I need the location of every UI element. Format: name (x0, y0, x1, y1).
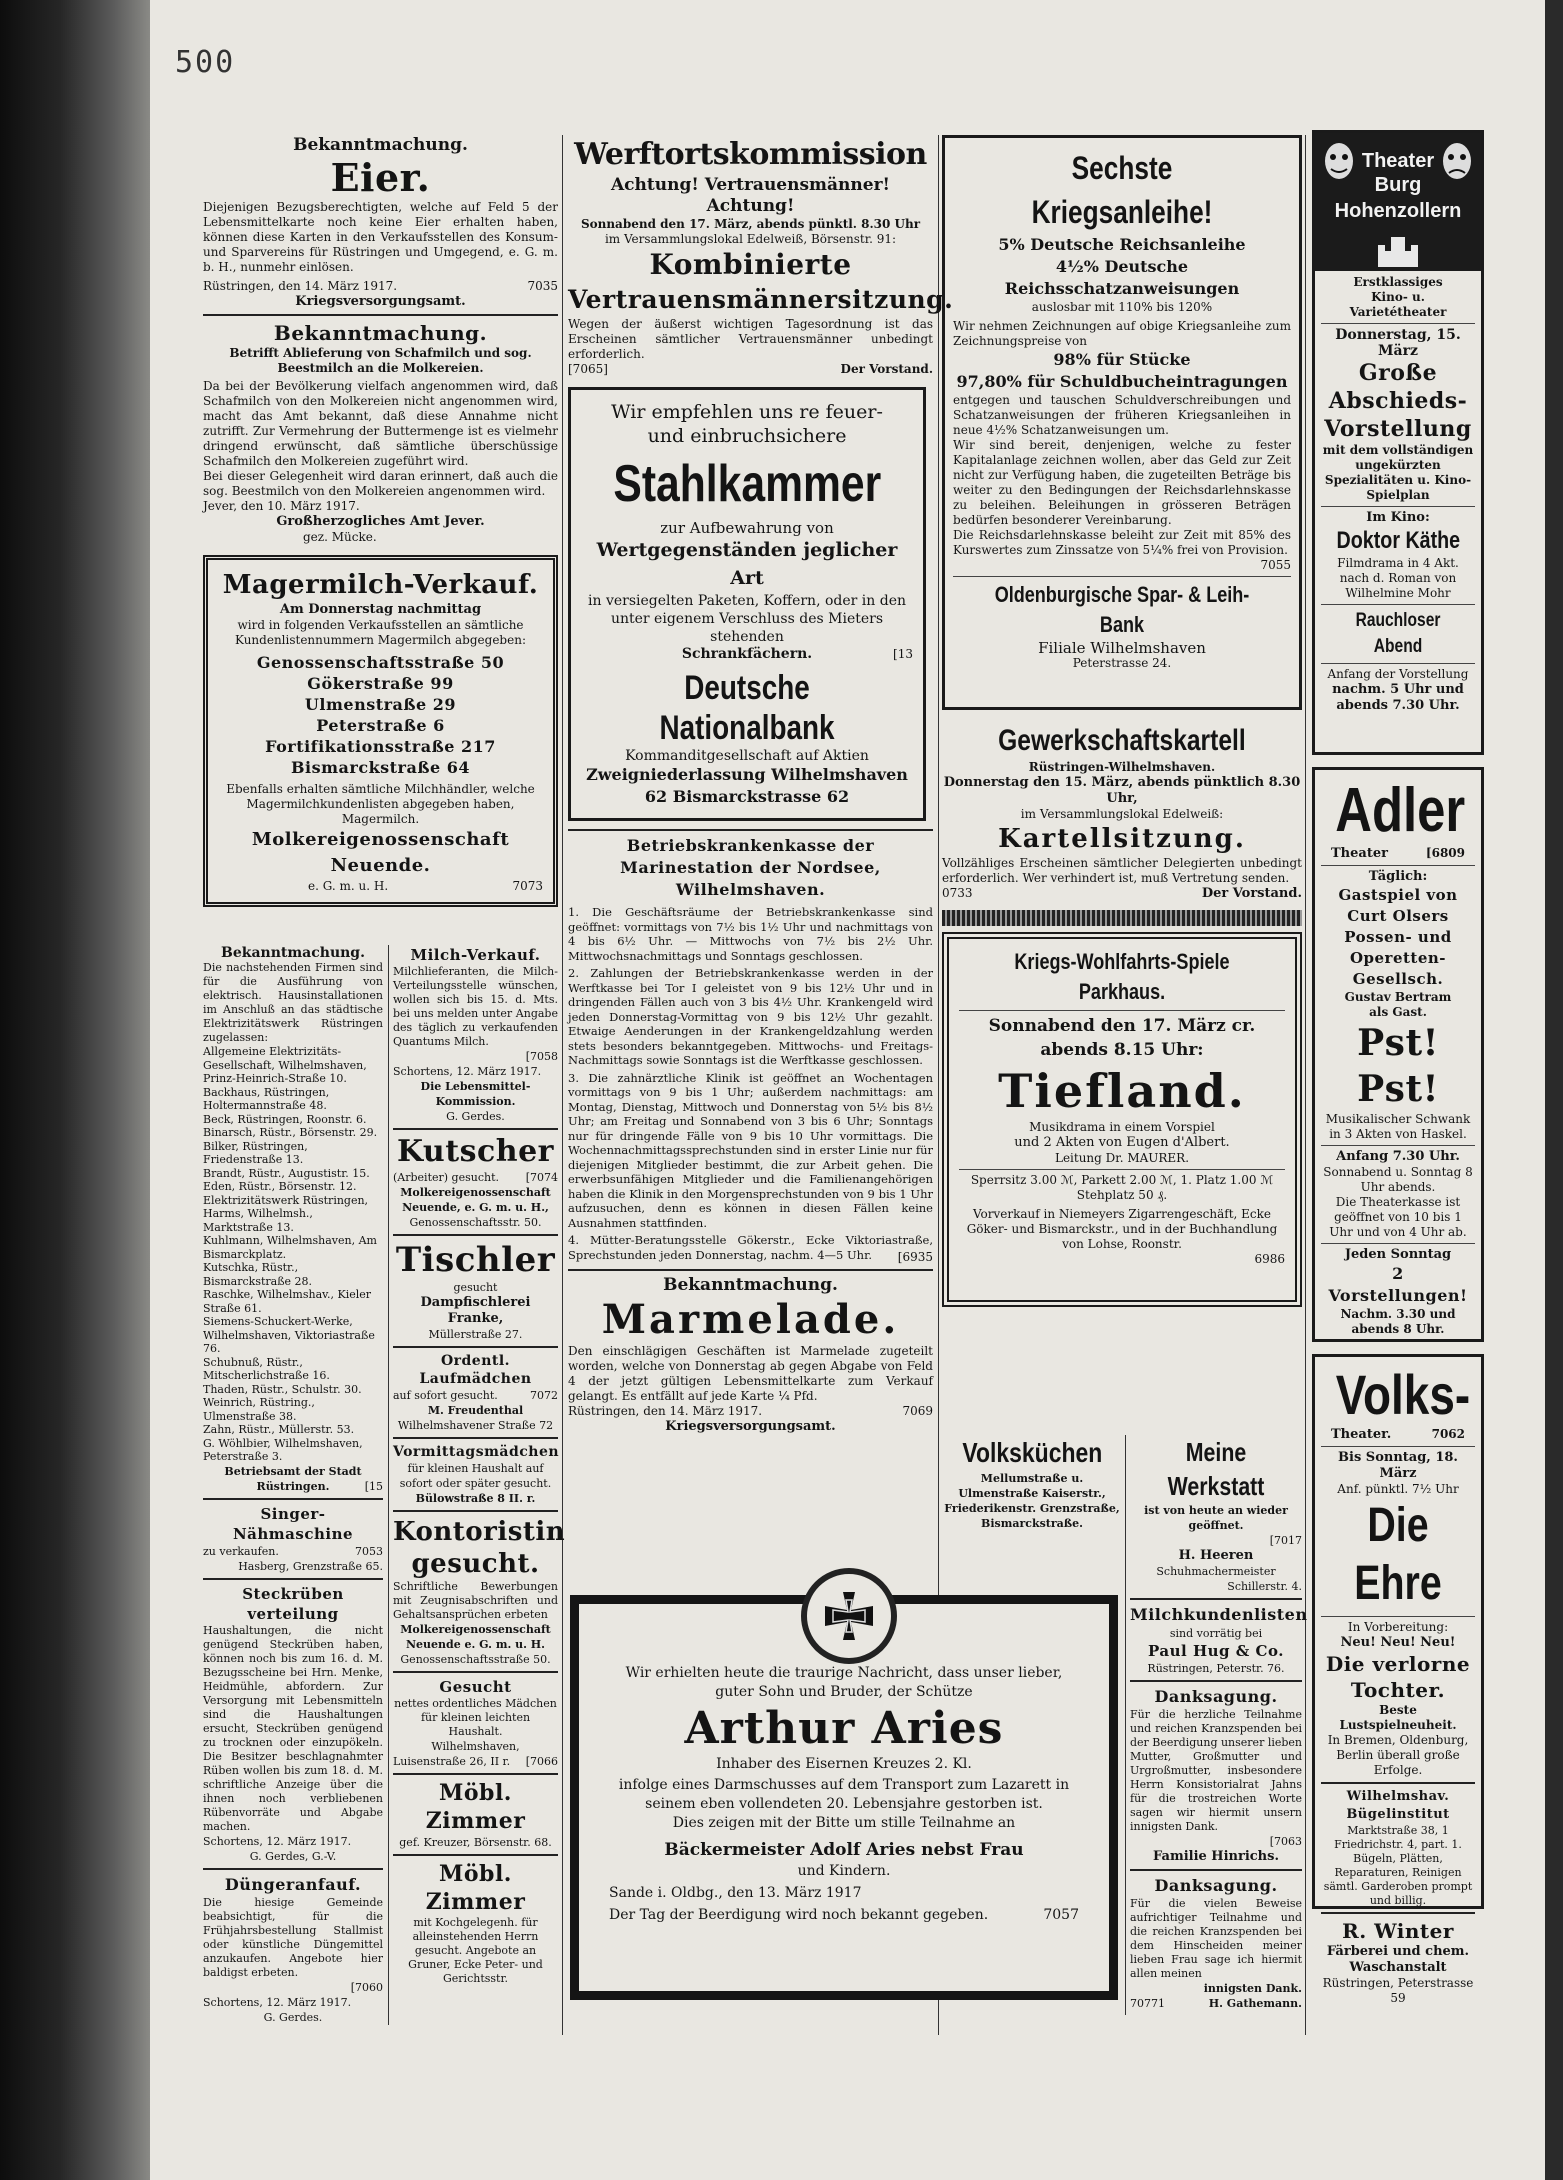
firm-item: Beck, Rüstringen, Roonstr. 6. (203, 1112, 367, 1126)
ad-line: Musikdrama in einem Vorspiel (1029, 1120, 1215, 1134)
notice-heading: Bekanntmachung. (221, 945, 365, 961)
volkskuechen-ad (942, 1435, 1122, 1531)
ad-address: Schillerstr. 4. (1227, 1580, 1302, 1593)
ad-title: Gesucht (439, 1678, 512, 1696)
bank-name: Oldenburgische Spar- & Leih-Bank (994, 582, 1250, 637)
firm-item: Kuhlmann, Wilhelmshaven, Am Bismarckplatz. (203, 1234, 377, 1261)
notice-body2: Bei dieser Gelegenheit wird daran erinnert, daß auch die sog. Beestmilch von den Molkereien angenommen wird. (203, 469, 558, 498)
column-rule (388, 945, 389, 2025)
street-item: Genossenschaftsstraße 50 (256, 653, 505, 672)
mask-icon (1319, 139, 1359, 199)
notice-code: [7060 (350, 1980, 383, 1994)
ad-title: Sechste Kriegsanleihe! (1031, 150, 1213, 230)
price-stuecke: 98% für Stücke (1053, 350, 1191, 369)
firm-item: Raschke, Wilhelmshav., Kieler Straße 61. (203, 1288, 372, 1315)
ad-line: und einbruchsichere (647, 425, 847, 447)
nationalbank-ad (568, 387, 926, 821)
ad-line: Jeden Sonntag (1344, 1247, 1452, 1262)
notice-date: Schortens, 12. März 1917. (203, 1995, 352, 2009)
theater-name: Theater Burg Hohenzollern (1334, 150, 1462, 222)
ad-signer: H. Gathemann. (1208, 1997, 1302, 2010)
ad-name: M. Freudenthal (427, 1404, 524, 1417)
kriegsanleihe-ad (942, 135, 1302, 710)
ad-title: Ordentl. Laufmädchen (419, 1353, 532, 1387)
ad-name: Paul Hug & Co. (1148, 1642, 1284, 1660)
ad-address: Genossenschaftsstraße 50. (400, 1653, 551, 1666)
ad-when: Bis Sonntag, 18. März (1338, 1450, 1458, 1481)
obituary-line: Inhaber des Eisernen Kreuzes 2. Kl. (716, 1756, 972, 1772)
ad-address: Rüstringen, Peterstr. 76. (1147, 1662, 1285, 1675)
obituary-code: 7057 (1043, 1907, 1079, 1923)
ad-line: Wir nehmen Zeichnungen auf obige Kriegsanleihe zum Zeichnungspreise von (953, 319, 1291, 348)
ad-code: [7074 (525, 1171, 558, 1184)
deceased-name: Arthur Aries (684, 1703, 1004, 1754)
book-spine (0, 0, 150, 2180)
ad-code: 7062 (1431, 1427, 1465, 1441)
ad-code: 7053 (355, 1544, 383, 1558)
notice-signer: Großherzogliches Amt Jever. (276, 514, 485, 529)
column-1-lower-right (393, 945, 566, 1986)
ad-line: Die Reichsdarlehnskasse beleiht zur Zeit mit 85% des Kurswertes zum Zinssatze von 5¼% frei von Provision. (953, 528, 1291, 557)
ad-place: Wilhelmshaven, (431, 1740, 520, 1753)
ad-line: In Vorbereitung: (1347, 1620, 1449, 1634)
ad-code: 70771 (1130, 1997, 1165, 2010)
notice-body: Haushaltungen, die nicht genügend Steckrüben haben, können noch bis zum 16. d. M. Bezugsscheine bei Hrn. Menke, Heidmühle, abfordern. Zur Versorgung mit Lebensmitteln sind die Haushaltungen ersucht, Steckrüben genügend zu trocknen oder einzupökeln. Die Besitzer beschlagnahmter Rüben wollen bis zum 18. d. M. schriftliche Anzeige über die ihnen noch verbliebenen Rübenvorräte und Abgabe machen. (203, 1623, 383, 1833)
ad-body: Vollzähliges Erscheinen sämtlicher Delegierten unbedingt erforderlich. Wer verhindert ist, muß Vertretung senden. (942, 856, 1302, 885)
street-item: Gökerstraße 99 (307, 674, 454, 693)
ad-body: für kleinen Haushalt auf sofort oder später gesucht. (399, 1462, 552, 1490)
ad-line: Rauchloser Abend (1355, 610, 1441, 657)
show-title: Die Ehre (1354, 1499, 1442, 1610)
ad-sub: Theater (1331, 846, 1388, 861)
ad-code: [6809 (1425, 846, 1465, 860)
notice-body: Den einschlägigen Geschäften ist Marmelade zugeteilt worden, welche von Donnerstag ab gegen Abgabe von Feld 4 der jetzt gültigen Lebensmittelkarte zum Verkauf gelangt. Es entfällt auf jede Karte ¼ Pfd. (568, 1344, 933, 1403)
ad-line: Wir empfehlen uns re feuer- (611, 401, 883, 423)
notice-title: Eier. (330, 155, 431, 200)
ad-body: Milchlieferanten, die Milch-Verteilungsstelle wünschen, wollen sich bis 15. d. Mts. bei uns melden unter Angabe des täglich zu verkaufenden Quantums Milch. (393, 965, 558, 1048)
werft-ad (568, 135, 954, 377)
price-schuldbuch: 97,80% für Schuldbucheintragungen (956, 372, 1288, 391)
ad-code: 0733 (942, 886, 973, 900)
ad-body: gef. Kreuzer, Börsenstr. 68. (399, 1836, 552, 1849)
notice-date: Schortens, 12. März 1917. (203, 1834, 352, 1848)
ad-line: mit dem vollständigen ungekürzten Spezialitäten u. Kino-Spielplan (1322, 443, 1474, 502)
notice-item: 4. Mütter-Beratungsstelle Gökerstr., Ecke Viktoriastraße, Sprechstunden jeden Donnerstag, nachm. 4—5 Uhr. (568, 1233, 933, 1262)
ad-address: Rüstringen, Peterstrasse 59 (1322, 1976, 1474, 2005)
ad-firm: Molkereigenossenschaft Neuende e. G. m. u. H. (400, 1623, 551, 1651)
notice-heading: Bekanntmachung. (293, 135, 468, 155)
ad-code: 6986 (1254, 1252, 1285, 1266)
street-item: Peterstraße 6 (316, 716, 445, 735)
ad-body: Wegen der äußerst wichtigen Tagesordnung ist das Erscheinen sämtlicher Vertrauensmänner unbedingt erforderlich. (568, 317, 933, 361)
firm-list (203, 1045, 383, 1464)
schafmilch-notice (203, 320, 558, 545)
ad-line: Färberei und chem. (1326, 1944, 1470, 1959)
ad-title: Danksagung. (1154, 1876, 1278, 1895)
ad-subtitle: Am Donnerstag nachmittag (279, 602, 482, 617)
ad-signer: Familie Hinrichs. (1153, 1849, 1279, 1864)
ad-firm: Dampfischlerei Franke, (420, 1295, 531, 1326)
notice-title: Düngeranfauf. (224, 1874, 362, 1894)
ad-alert: Achtung! Vertrauensmänner! Achtung! (610, 175, 891, 216)
ad-line: Erstklassiges (1353, 275, 1443, 289)
ad-line: Die Theaterkasse ist geöffnet von 10 bis 1 Uhr und von 4 Uhr ab. (1329, 1195, 1467, 1239)
ad-line: entgegen und tauschen Schuldverschreibungen und Schatzanweisungen der früheren Kriegsanleihen in neue 4½% Schatzanweisungen um. (953, 393, 1291, 437)
notice-body: Die hiesige Gemeinde beabsichtigt, für die Frühjahrsbestellung Stallmist oder künstliche Düngemittel anzukaufen. Angebote hier baldigst erbeten. (203, 1895, 383, 1979)
notice-signature: gez. Mücke. (303, 530, 377, 544)
ad-line: Vorverkauf in Niemeyers Zigarrengeschäft, Ecke Göker- und Bismarckstr., und in der Buchhandlung von Lohse, Roonstr. (966, 1207, 1278, 1251)
ad-title: Volks- (1335, 1363, 1471, 1426)
ad-address: Bülowstraße 8 II. r. (415, 1492, 536, 1505)
ad-sub: gesucht (453, 1281, 498, 1294)
firm-item: Brandt, Rüstr., Augustistr. 15. (203, 1166, 370, 1180)
ad-title: Möbl. Zimmer (425, 1780, 526, 1834)
ad-title2: Kombinierte (649, 248, 852, 281)
obituary-line: und Kindern. (797, 1863, 891, 1879)
ad-code: [7065] (568, 362, 608, 376)
ad-address: Luisenstraße 26, II r. (393, 1755, 511, 1768)
ad-code: 7055 (1260, 558, 1291, 572)
magermilch-ad (203, 555, 558, 907)
notice-item: 2. Zahlungen der Betriebskrankenkasse werden in der Werftkasse bei Tor I geleistet von 9 bis 12½ Uhr und in dringenden Fällen auch von 3 bis 4½ Uhr. Krankengeld wird jeden Donnerstag-Vormittag von 9 bis 12½ Uhr gezahlt. Etwaige Aenderungen in der Krankengeldzahlung werden stets besonders bekanntgegeben. Mittwochs- und Freitags-Nachmittags sowie Sonntags ist die Werftkasse geschlossen. (568, 966, 933, 1067)
ad-sub: Rüstringen-Wilhelmshaven. (1028, 760, 1216, 774)
notice-title: Steckrüben verteilung (242, 1584, 344, 1623)
ad-signer: Der Vorstand. (1201, 886, 1302, 901)
bank-name: Deutsche Nationalbank (659, 669, 835, 747)
firm-item: Weinrich, Rüstring., Ulmenstraße 38. (203, 1396, 315, 1423)
ad-name: H. Heeren (1178, 1548, 1254, 1563)
obituary-line: Dies zeigen mit der Bitte um stille Teilnahme an (672, 1815, 1016, 1831)
notice-subject: Betrifft Ablieferung von Schafmilch und sog. Beestmilch an die Molkereien. (229, 346, 532, 375)
obituary-date: Sande i. Oldbg., den 13. März 1917 (609, 1885, 862, 1901)
ad-line: nachm. 5 Uhr und (1332, 682, 1464, 697)
krankenkasse-notice (568, 835, 933, 1265)
ad-address: Müllerstraße 27. (428, 1328, 523, 1341)
ad-body: zu verkaufen. (203, 1544, 279, 1558)
ad-address: Peterstrasse 24. (1072, 656, 1172, 670)
firm-item: Backhaus, Rüstringen, Holtermannstraße 48. (203, 1085, 330, 1112)
ad-title: Danksagung. (1154, 1687, 1278, 1706)
obituary-line: Wir erhielten heute die traurige Nachricht, dass unser lieber, guter Sohn und Bruder, der Schütze (625, 1665, 1063, 1700)
ad-body: nettes ordentliches Mädchen für kleinen leichten Haushalt. (394, 1697, 557, 1738)
ad-code: [13 (893, 647, 913, 661)
ad-body: Für die vielen Beweise aufrichtiger Teilnahme und die reichen Kranzspenden bei dem Hinscheiden meiner lieben Frau sage ich hiermit allen meinen (1130, 1897, 1302, 1980)
iron-cross-icon (801, 1568, 897, 1664)
ad-body: sind vorrätig bei (1169, 1627, 1263, 1640)
ad-address: Genossenschaftsstr. 50. (409, 1216, 542, 1229)
notice-code: [6935 (897, 1250, 933, 1264)
notice-signer: G. Gerdes. (263, 2010, 323, 2024)
column-rule (1305, 135, 1306, 2035)
ad-line: Anfang der Vorstellung (1327, 667, 1469, 681)
ad-line: Gastspiel von Curt Olsers Possen- und Operetten-Gesellsch. (1338, 886, 1458, 988)
ad-title: Milch-Verkauf. (410, 946, 541, 964)
notice-code: 7069 (902, 1404, 933, 1418)
ad-line: In Bremen, Oldenburg, Berlin überall große Erfolge. (1327, 1733, 1469, 1777)
ad-code: 7072 (530, 1389, 558, 1402)
burg-hohenzollern-ad (1312, 130, 1484, 755)
firm-item: Schubnuß, Rüstr., Mitscherlichstraße 16. (203, 1355, 330, 1382)
ad-where: im Versammlungslokal Edelweiß, Börsenstr. 91: (604, 232, 897, 246)
ad-line: zur Aufbewahrung von (660, 519, 834, 537)
firm-item: Elektrizitätswerk Rüstringen, Harms, Wilhelmsh., Marktstraße 13. (203, 1193, 369, 1234)
ad-where: im Versammlungslokal Edelweiß: (1020, 807, 1224, 821)
notice-date: Rüstringen, den 14. März 1917. (203, 279, 398, 293)
street-item: Ulmenstraße 29 (304, 695, 457, 714)
notice-heading: Bekanntmachung. (663, 1275, 838, 1295)
ad-title: Singer-Nähmaschine (232, 1504, 354, 1543)
ad-title: Milchkundenlisten (1130, 1605, 1308, 1624)
obituary-family: Bäckermeister Adolf Aries nebst Frau (664, 1840, 1024, 1860)
ad-line: Nachm. 3.30 und abends 8 Uhr. (1340, 1307, 1456, 1336)
ad-line: auslosbar mit 110% bis 120% (1031, 300, 1213, 314)
firm-item: G. Wöhlbier, Wilhelmshaven, Peterstraße 3. (203, 1436, 363, 1463)
firm-item: Kutschka, Rüstr., Bismarckstraße 28. (203, 1261, 313, 1288)
column-rule (562, 135, 563, 2035)
ad-line: Beste Lustspielneuheit. (1339, 1703, 1457, 1732)
notice-signer: Betriebsamt der Stadt Rüstringen. (224, 1464, 362, 1493)
ad-title2: Kartellsitzung. (998, 824, 1246, 854)
ad-line: 62 Bismarckstrasse 62 (644, 787, 850, 806)
marmelade-notice (568, 1275, 933, 1435)
obituary-line: Der Tag der Beerdigung wird noch bekannt gegeben. (609, 1907, 989, 1923)
ad-title: Meine Werkstatt (1167, 1437, 1265, 1501)
ad-signer: Die Lebensmittel-Kommission. (420, 1080, 531, 1108)
ad-title: Kutscher (397, 1134, 554, 1169)
ad-when: Donnerstag, 15. März (1335, 327, 1461, 359)
street-list (218, 652, 543, 778)
column-rule (1125, 1435, 1126, 2015)
ad-body: Schriftliche Bewerbungen mit Zeugnisabschriften und Gehaltsansprüchen erbeten (393, 1580, 558, 1621)
column-4 (942, 135, 1302, 1307)
notice-heading: Bekanntmachung. (273, 321, 488, 345)
firm-item: Bilker, Rüstringen, Friedenstraße 13. (203, 1139, 308, 1166)
firm-item: Allgemeine Elektrizitäts-Gesellschaft, Wilhelmshaven, Prinz-Heinrich-Straße 10. (203, 1045, 367, 1085)
ad-line: und 2 Akten von Eugen d'Albert. (1014, 1135, 1230, 1150)
ad-signer: Der Vorstand. (840, 362, 933, 376)
street-item: Fortifikationsstraße 217 (265, 737, 496, 756)
gewerkschaftskartell-ad (942, 722, 1302, 902)
obituary-notice (570, 1595, 1118, 2000)
ad-address: Hasberg, Grenzstraße 65. (238, 1559, 383, 1573)
notice-items (568, 905, 933, 1262)
ad-trade: Schuhmachermeister (1156, 1565, 1276, 1578)
notice-signer: Kriegsversorgungsamt. (665, 1419, 836, 1434)
ad-line: abends 7.30 Uhr. (1336, 698, 1460, 713)
ad-title: Tischler (395, 1240, 556, 1280)
page-edge (1545, 0, 1563, 2180)
ad-signature: G. Gerdes. (446, 1110, 505, 1123)
firm-item: Siemens-Schuckert-Werke, Wilhelmshaven, Viktoriastraße 76. (203, 1315, 375, 1355)
ad-sub: (Arbeiter) gesucht. (393, 1171, 499, 1184)
show-title-2: Die verlorne Tochter. (1325, 1652, 1471, 1702)
ad-when: Sonnabend den 17. März, abends pünktl. 8.30 Uhr (580, 217, 921, 231)
film-title: Doktor Käthe (1336, 527, 1460, 554)
ad-when: Donnerstag den 15. März, abends pünktlich 8.30 Uhr, (943, 775, 1301, 806)
eier-notice (203, 135, 558, 310)
ad-title: Wilhelmshav. Bügelinstitut (1346, 1789, 1450, 1822)
notice-date: Jever, den 10. März 1917. (203, 499, 360, 513)
ad-when: Sonnabend den 17. März cr. (988, 1016, 1256, 1036)
ad-body: auf sofort gesucht. (393, 1389, 498, 1402)
ad-intro: wird in folgenden Verkaufsstellen an sämtliche Kundenlistennummern Magermilch abgegeben: (235, 618, 526, 647)
ad-daily: Täglich: (1368, 869, 1428, 884)
column-1 (203, 135, 558, 907)
notice-item: 1. Die Geschäftsräume der Betriebskrankenkasse sind geöffnet: vormittags von 7½ bis 1½ Uhr und nachmittags von 4 bis 6½ Uhr. — Mittwochs von 7½ bis 2½ Uhr. Mittwochsnachmittags und Sonntags geschlossen. (568, 905, 933, 963)
ad-firm: Molkereigenossenschaft Neuende, e. G. m. u. H., (400, 1186, 551, 1214)
ad-line: 5% Deutsche Reichsanleihe (998, 235, 1246, 254)
ad-code: [7066 (525, 1755, 558, 1768)
notice-item: 3. Die zahnärztliche Klinik ist geöffnet an Wochentagen vormittags von 9 bis 1 Uhr; außerdem nachmittags: am Montag, Dienstag, Mittwoch und Donnerstag von 5½ bis 8½ Uhr; am Freitag und Sonnabend von 3 bis 6 Uhr; Sonntags nur für dringende Fälle von 9 bis 10 Uhr vormittags. Die Wochennachmittagssprechstunden sind in erster Linie nur für diejenigen Mitglieder bestimmt, die zur Arbeit gehen. Die erwerbsunfähigen Mitglieder und die Familienangehörigen haben die Klinik in den Morgensprechstunden von 9 bis 1 Uhr aufzusuchen, denn es können in diesen Fällen keine Ausnahmen stattfinden. (568, 1070, 933, 1230)
column-3 (568, 135, 954, 1435)
ad-line: Wertgegenständen jeglicher Art (596, 539, 898, 589)
ad-line: Kino- u. Varietétheater (1349, 290, 1447, 319)
ad-time: Anf. pünktl. 7½ Uhr (1337, 1482, 1459, 1496)
ad-line: Musikalischer Schwank in 3 Akten von Haskel. (1325, 1112, 1471, 1141)
ad-note: Ebenfalls erhalten sämtliche Milchhändler, welche Magermilchkundenlisten abgegeben haben, Magermilch. (226, 782, 535, 826)
notice-code: 7035 (527, 279, 558, 293)
kino-label: Im Kino: (1366, 510, 1430, 525)
notice-title: Betriebskrankenkasse der Marinestation der Nordsee, Wilhelmshaven. (620, 836, 881, 899)
notice-body: Da bei der Bevölkerung vielfach angenommen wird, daß Schafmilch von den Molkereien nicht angenommen wird, macht das Amt bekannt, daß diese Annahme nicht zutrifft. Zur Vermehrung der Buttermenge ist es vielmehr dringend erwünscht, daß sämtliche überschüssige Schafmilch den Molkereien zugeführt wird. (203, 379, 558, 468)
ad-title: Vormittagsmädchen (393, 1444, 560, 1460)
ad-body: Marktstraße 38, 1 Friedrichstr. 4, part. 1. Bügeln, Plätten, Reparaturen, Reinigen sämtl. Garderoben prompt und billig. (1323, 1824, 1473, 1907)
ad-title: Werftortskommission (574, 137, 927, 172)
ad-line: Filmdrama in 4 Akt. nach d. Roman von Wilhelmine Mohr (1337, 556, 1459, 600)
ad-signer: Molkereigenossenschaft Neuende. (251, 829, 510, 876)
ad-line: Gustav Bertram (1344, 990, 1452, 1004)
ad-title: Adler (1335, 776, 1466, 845)
notice-title: Marmelade. (601, 1296, 900, 1343)
ad-thanks: innigsten Dank. (1203, 1982, 1302, 1995)
notice-date: Rüstringen, den 14. März 1917. (568, 1404, 763, 1418)
theater-header (1315, 133, 1481, 271)
ad-line: Waschanstalt (1349, 1960, 1447, 1975)
ad-address: Wilhelmshavener Straße 72 (397, 1419, 554, 1432)
ad-title: Volksküchen (962, 1437, 1102, 1468)
ad-line: Kommanditgesellschaft auf Aktien (625, 748, 869, 764)
ad-line: Anfang 7.30 Uhr. (1336, 1149, 1460, 1164)
ad-line: Sonnabend u. Sonntag 8 Uhr abends. (1323, 1165, 1473, 1194)
ad-title: Große Abschieds-Vorstellung (1324, 360, 1472, 442)
adler-theater-ad (1312, 767, 1484, 1342)
ad-code: [7058 (525, 1050, 558, 1063)
ad-title: Kriegs-Wohlfahrts-Spiele Parkhaus. (1014, 949, 1230, 1004)
street-item: Bismarckstraße 64 (290, 758, 471, 777)
ad-body: Für die herzliche Teilnahme und reichen Kranzspenden bei der Beerdigung unserer lieben Mutter, Großmutter und Urgroßmutter, insbesondere Herrn Konsistorialrat Jahns für die trostreichen Worte sagen wir hiermit unsern innigsten Dank. (1130, 1708, 1303, 1833)
column-4-lower-right (1130, 1435, 1308, 2011)
tiefland-ad (942, 932, 1302, 1307)
ad-line: Zweigniederlassung Wilhelmshaven (586, 765, 908, 784)
ad-title: Gewerkschaftskartell (998, 724, 1246, 757)
ad-signer-legal: e. G. m. u. H. (308, 879, 389, 893)
notice-signer: Kriegsversorgungsamt. (295, 294, 466, 309)
ad-title: Magermilch-Verkauf. (222, 570, 539, 600)
column-1-lower-left (203, 945, 383, 2025)
volks-theater-ad (1312, 1354, 1484, 2005)
ad-body: mit Kochgelegenh. für alleinstehenden Herrn gesucht. Angebote an Gruner, Ecke Peter- und Gerichtsstr. (408, 1916, 543, 1985)
ad-prices2: Stehplatz 50 ₰. (1076, 1188, 1168, 1202)
notice-signer: G. Gerdes, G.-V. (249, 1849, 337, 1863)
ornament-border (942, 910, 1302, 926)
firm-item: Zahn, Rüstr., Müllerstr. 53. (203, 1423, 355, 1436)
show-title: Pst! Pst! (1357, 1022, 1439, 1110)
ad-line: Leitung Dr. MAURER. (1054, 1151, 1190, 1165)
ad-code: [7017 (1269, 1534, 1302, 1547)
firm-item: Binarsch, Rüstr., Börsenstr. 29. (203, 1126, 378, 1139)
ad-line: 4½% Deutsche Reichsschatzanweisungen (1004, 257, 1240, 298)
ad-title: Kontoristin gesucht. (393, 1517, 566, 1579)
ad-line: Schrankfächern. (681, 646, 813, 662)
ad-body: ist von heute an wieder geöffnet. (1144, 1504, 1288, 1532)
ad-prices: Sperrsitz 3.00 ℳ, Parkett 2.00 ℳ, 1. Platz 1.00 ℳ (970, 1173, 1274, 1187)
ad-title: Stahlkammer (613, 455, 881, 513)
castle-icon (1373, 227, 1423, 267)
ad-time: abends 8.15 Uhr: (1040, 1040, 1204, 1060)
opera-title: Tiefland. (998, 1064, 1246, 1118)
obituary-line: infolge eines Darmschusses auf dem Transport zum Lazarett in seinem eben vollendeten 20. Lebensjahre gestorben ist. (618, 1777, 1070, 1812)
ad-date: Schortens, 12. März 1917. (393, 1065, 542, 1078)
ad-code: [7063 (1269, 1835, 1302, 1848)
ad-line: als Gast. (1369, 1005, 1427, 1019)
page-number: 500 (175, 45, 236, 80)
ad-sub: Theater. (1331, 1427, 1392, 1442)
notice-code: [15 (364, 1479, 383, 1493)
notice-body: Diejenigen Bezugsberechtigten, welche auf Feld 5 der Lebensmittelkarte noch keine Eier erhalten haben, können diese Karten in den Verkaufsstellen des Konsum- und Sparvereins für Rüstringen und Umgegend, e. G. m. b. H., nunmehr einlösen. (203, 200, 558, 274)
ad-title: Möbl. Zimmer (425, 1861, 526, 1915)
ad-line: Neu! Neu! Neu! (1340, 1635, 1456, 1650)
notice-intro: Die nachstehenden Firmen sind für die Ausführung von elektrisch. Hausinstallationen im Anschluß an das städtische Elektrizitätswerk Rüstringen zugelassen: (203, 961, 383, 1044)
ad-line: Wir sind bereit, denjenigen, welche zu fester Kapitalanlage zeichnen wollen, aber das Geld zur Zeit nicht zur Verfügung haben, die zugeteilten Beträge bis weiter zu den Bedingungen der Reichsdarlehnskasse zu beleihen. Beleihungen in grösseren Beträgen bedürfen besonderer Vereinbarung. (953, 438, 1291, 527)
column-5 (1312, 130, 1484, 2005)
ad-title3: Vertrauensmännersitzung. (568, 285, 954, 314)
ad-line: 2 Vorstellungen! (1328, 1264, 1468, 1305)
ad-line: in versiegelten Paketen, Koffern, oder in den unter eigenem Verschluss des Mieters stehenden (588, 593, 906, 645)
mask-icon (1437, 139, 1477, 199)
ad-body: Mellumstraße u. Ulmenstraße Kaiserstr., Friederikenstr. Grenzstraße, Bismarckstraße. (944, 1472, 1120, 1530)
ad-branch: Filiale Wilhelmshaven (1038, 639, 1206, 657)
firm-item: Eden, Rüstr., Börsenstr. 12. (203, 1180, 357, 1193)
ad-code: 7073 (512, 879, 543, 893)
firm-item: Thaden, Rüstr., Schulstr. 30. (203, 1382, 362, 1396)
ad-title: R. Winter (1342, 1919, 1454, 1943)
